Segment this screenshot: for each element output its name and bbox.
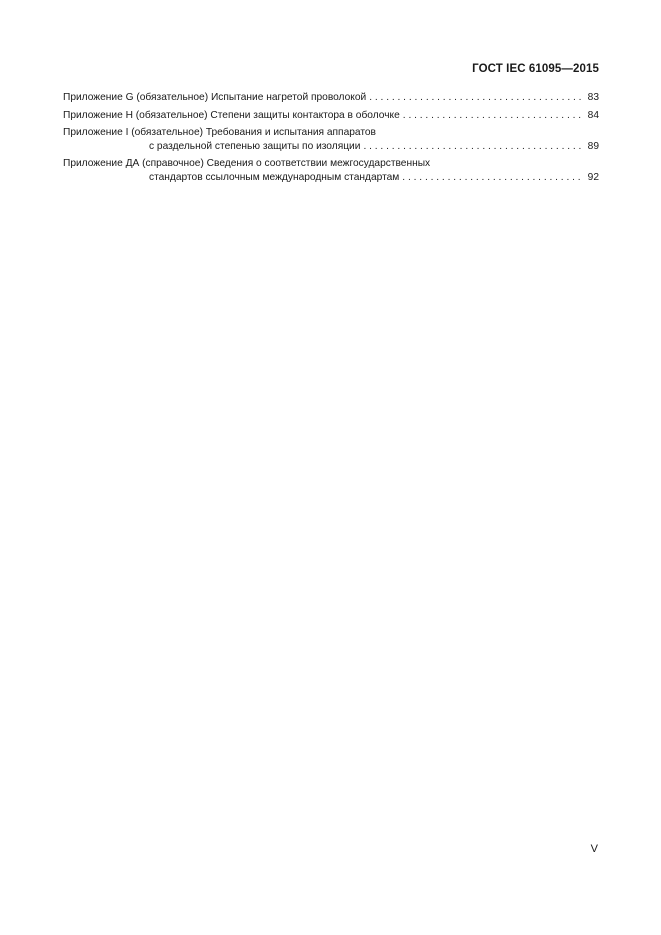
toc-leader-dots: [403, 109, 582, 123]
page-number: V: [590, 843, 598, 855]
toc-entry-appendix-h[interactable]: [63, 109, 599, 123]
toc-entry-page: 83: [587, 92, 599, 103]
toc-entry-title: Приложение H (обязательное) Степени защиты контактора в оболочке: [63, 109, 400, 121]
toc-entry-title-continuation: с раздельной степенью защиты по изоляции: [149, 140, 361, 152]
table-of-contents: [63, 91, 599, 188]
toc-entry-page: 92: [587, 171, 599, 183]
toc-entry-title-continuation: стандартов ссылочным международным стандартам: [149, 171, 400, 183]
toc-entry-appendix-da[interactable]: [63, 157, 599, 184]
toc-entry-title: Приложение I (обязательное) Требования и испытания аппаратов: [63, 127, 376, 138]
document-code: ГОСТ IEC 61095—2015: [472, 63, 599, 75]
toc-leader-dots: [369, 91, 582, 105]
toc-entry-title: Приложение ДА (справочное) Сведения о соответствии межгосударственных: [63, 158, 431, 169]
toc-entry-appendix-g[interactable]: [63, 91, 599, 105]
toc-entry-page: 89: [587, 140, 599, 152]
toc-entry-page: 84: [587, 109, 599, 121]
toc-entry-appendix-i[interactable]: [63, 126, 599, 153]
toc-leader-dots: [402, 171, 582, 185]
toc-entry-title: Приложение G (обязательное) Испытание нагретой проволокой: [63, 92, 367, 103]
toc-leader-dots: [363, 140, 582, 154]
